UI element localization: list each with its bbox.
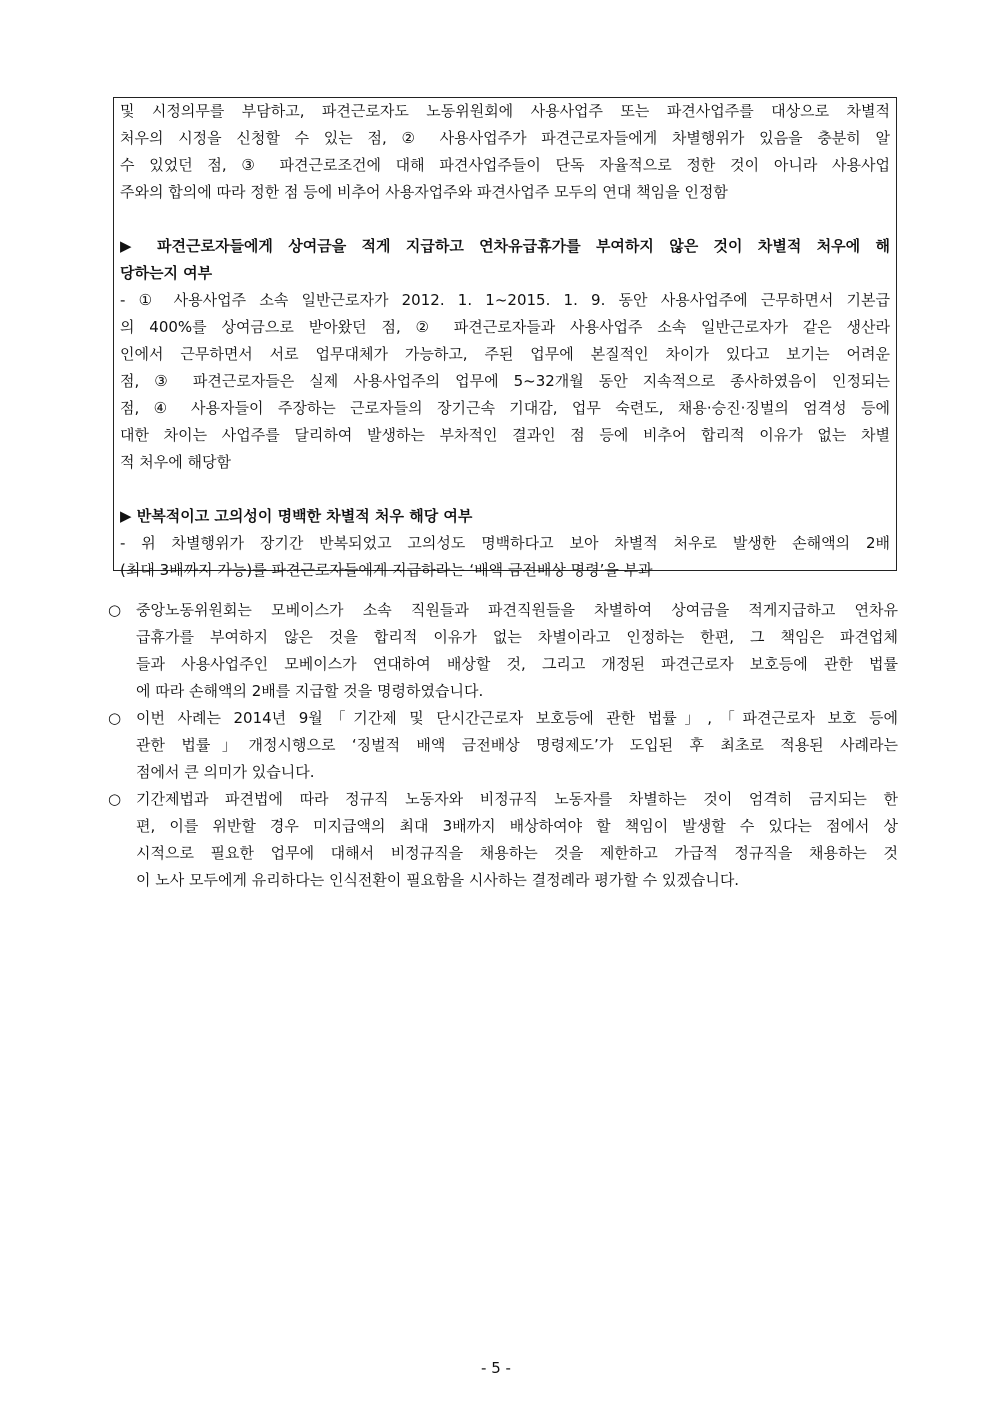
- bullet-line: 급휴가를 부여하지 않은 것을 합리적 이유가 없는 차별이라고 인정하는 한편, 그 책임은 파견업체: [136, 628, 898, 646]
- joint-liability-paragraph: [120, 98, 890, 206]
- section-heading: ▶ 반복적이고 고의성이 명백한 차별적 처우 해당 여부: [120, 507, 473, 525]
- section-heading: 당하는지 여부: [120, 264, 213, 282]
- bullet-line: 이 노사 모두에게 유리하다는 인식전환이 필요함을 시사하는 결정례라 평가할 수 있겠습니다.: [136, 871, 740, 889]
- bullet-item: [108, 786, 898, 894]
- paragraph-line: (최대 3배까지 가능)를 파견근로자들에게 지급하라는 ‘배액 금전배상 명령’을 부과: [120, 561, 653, 579]
- paragraph-line: 점, ④ 사용자들이 주장하는 근로자들의 장기근속 기대감, 업무 숙련도, 채용·승진·징벌의 엄격성 등에: [120, 399, 890, 417]
- section-spacer: [120, 206, 890, 233]
- paragraph-line: 대한 차이는 사업주를 달리하여 발생하는 부차적인 결과인 점 등에 비추어 합리적 이유가 없는 차별: [120, 426, 890, 444]
- bullet-line: 점에서 큰 의미가 있습니다.: [136, 763, 315, 781]
- bullet-line: 중앙노동위원회는 모베이스가 소속 직원들과 파견직원들을 차별하여 상여금을 적게지급하고 연차유: [136, 601, 898, 619]
- paragraph-line: 점, ③ 파견근로자들은 실제 사용사업주의 업무에 5~32개월 동안 지속적으로 종사하였음이 인정되는: [120, 372, 890, 390]
- section-heading: ▶ 파견근로자들에게 상여금을 적게 지급하고 연차유급휴가를 부여하지 않은 것이 차별적 처우에 해: [120, 237, 890, 255]
- paragraph-line: 인에서 근무하면서 서로 업무대체가 가능하고, 주된 업무에 본질적인 차이가 있다고 보기는 어려운: [120, 345, 890, 363]
- page-number: - 5 -: [481, 1359, 511, 1377]
- conclusion-bullets: [108, 597, 898, 894]
- bullet-line: 기간제법과 파견법에 따라 정규직 노동자와 비정규직 노동자를 차별하는 것이 엄격히 금지되는 한: [136, 790, 898, 808]
- paragraph-line: 처우의 시정을 신청할 수 있는 점, ② 사용사업주가 파견근로자들에게 차별행위가 있음을 충분히 알: [120, 129, 890, 147]
- bullet-line: 들과 사용사업주인 모베이스가 연대하여 배상할 것, 그리고 개정된 파견근로자 보호등에 관한 법률: [136, 655, 898, 673]
- paragraph-line: 수 있었던 점, ③ 파견근로조건에 대해 파견사업주들이 단독 자율적으로 정한 것이 아니라 사용사업: [120, 156, 890, 174]
- bullet-line: 에 따라 손해액의 2배를 지급할 것을 명령하였습니다.: [136, 682, 484, 700]
- paragraph-line: 및 시정의무를 부담하고, 파견근로자도 노동위원회에 사용사업주 또는 파견사업주를 대상으로 차별적: [120, 102, 890, 120]
- circle-bullet-icon: ○: [108, 709, 122, 727]
- bullet-line: 편, 이를 위반할 경우 미지급액의 최대 3배까지 배상하여야 할 책임이 발생할 수 있다는 점에서 상: [136, 817, 898, 835]
- paragraph-line: 의 400%를 상여금으로 받아왔던 점, ② 파견근로자들과 사용사업주 소속 일반근로자가 같은 생산라: [120, 318, 890, 336]
- bullet-item: [108, 597, 898, 705]
- section-spacer: [120, 476, 890, 503]
- bullet-line: 시적으로 필요한 업무에 대해서 비정규직을 채용하는 것을 제한하고 가급적 정규직을 채용하는 것: [136, 844, 898, 862]
- punitive-damages-section: [120, 503, 890, 584]
- bullet-line: 관한 법률」개정시행으로 ‘징벌적 배액 금전배상 명령제도’가 도입된 후 최초로 적용된 사례라는: [136, 736, 898, 754]
- discrimination-bonus-section: [120, 233, 890, 476]
- paragraph-line: 적 처우에 해당함: [120, 453, 231, 471]
- circle-bullet-icon: ○: [108, 601, 122, 619]
- bullet-item: [108, 705, 898, 786]
- circle-bullet-icon: ○: [108, 790, 122, 808]
- paragraph-line: 주와의 합의에 따라 정한 점 등에 비추어 사용자업주와 파견사업주 모두의 연대 책임을 인정함: [120, 183, 728, 201]
- paragraph-line: - ① 사용사업주 소속 일반근로자가 2012. 1. 1~2015. 1. 9. 동안 사용사업주에 근무하면서 기본급: [120, 291, 890, 309]
- paragraph-line: - 위 차별행위가 장기간 반복되었고 고의성도 명백하다고 보아 차별적 처우로 발생한 손해액의 2배: [120, 534, 890, 552]
- decision-summary-box: [113, 97, 897, 579]
- bullet-line: 이번 사례는 2014년 9월「기간제 및 단시간근로자 보호등에 관한 법률」,「파견근로자 보호 등에: [136, 709, 898, 727]
